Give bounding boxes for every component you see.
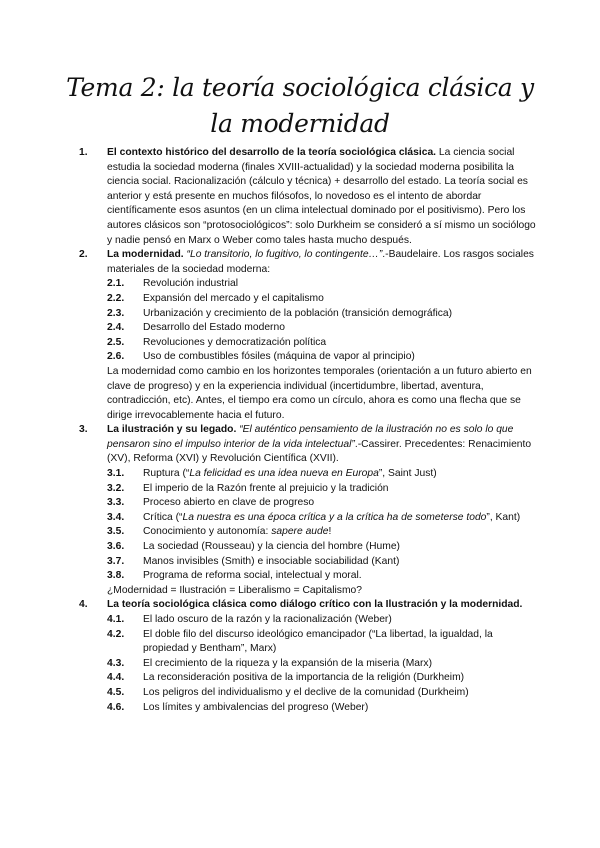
- section-text: La ciencia social estudia la sociedad moderna (finales XVIII-actualidad) y la sociedad moderna posibilita la ciencia social. Racionalización (cálculo y técnica) + desarrollo del estado. La teoría social es anterior y está presente en muchos filósofos, lo novedoso es el intento de abordar científicamente esos asuntos (en un clima intelectual dominado por el positivismo). Pero los autores clásicos son “protosociológicos”: solo Durkheim se consideró a sí mismo un sociólogo y nadie pensó en Marx o Weber como tales hasta mucho después.: [107, 147, 536, 246]
- item-text: El crecimiento de la riqueza y la expansión de la miseria (Marx): [143, 657, 433, 669]
- item-number: 4.5.: [107, 686, 125, 698]
- section-heading: El contexto histórico del desarrollo de la teoría sociológica clásica.: [107, 147, 437, 158]
- item-text: Manos invisibles (Smith) e insociable sociabilidad (Kant): [143, 555, 400, 567]
- item-number: 4.4.: [107, 672, 125, 684]
- section-paragraph: [107, 248, 537, 277]
- list-item: [107, 467, 537, 482]
- item-number: 2.6.: [107, 351, 125, 363]
- section-closing: La modernidad como cambio en los horizontes temporales (orientación a un futuro abierto en clave de progreso) y en la experiencia individual (incertidumbre, libertad, aventura, contradicción, etc). Antes, el tiempo era como un círculo, ahora es como una flecha que se dirige irrevocablemente hacia el futuro.: [107, 365, 532, 421]
- page-title: Tema 2: la teoría sociológica clásica y la modernidad: [66, 73, 534, 138]
- item-text: Proceso abierto en clave de progreso: [143, 497, 315, 509]
- section-paragraph: [107, 146, 537, 248]
- section-text: .-Cassirer. Precedentes: Renacimiento (XV), Reforma (XVI) y Revolución Científica (XVII).: [107, 438, 532, 465]
- list-item: [107, 307, 537, 322]
- item-text: Los peligros del individualismo y el declive de la comunidad (Durkheim): [143, 686, 469, 698]
- section-number: 4.: [79, 599, 88, 611]
- list-item: [107, 350, 537, 365]
- quote: “El auténtico pensamiento de la ilustración no es solo lo que pensaron sino el impulso interior de la vida intelectual”: [107, 424, 514, 450]
- item-text: El lado oscuro de la razón y la racionalización (Weber): [143, 614, 392, 625]
- section-heading: La ilustración y su legado.: [107, 424, 237, 436]
- document-body: [0, 146, 600, 715]
- list-item: [107, 701, 537, 716]
- item-number: 3.4.: [107, 511, 125, 523]
- item-number: 3.3.: [107, 497, 125, 509]
- item-text: Ruptura (“: [143, 468, 190, 480]
- item-text: Crítica (“: [143, 511, 183, 523]
- item-number: 4.3.: [107, 657, 125, 669]
- item-quote: sapere aude: [271, 526, 329, 538]
- section-heading: La teoría sociológica clásica como diálogo crítico con la Ilustración y la modernidad.: [107, 599, 523, 611]
- section-1: [79, 146, 537, 248]
- section-2: [79, 248, 537, 423]
- section-paragraph: [107, 423, 537, 467]
- item-number: 3.6.: [107, 541, 125, 553]
- section-text: .-Baudelaire. Los rasgos sociales materiales de la sociedad moderna:: [107, 249, 534, 275]
- section-number: 1.: [79, 147, 88, 158]
- item-quote: La nuestra es una época crítica y a la crítica ha de someterse todo: [182, 511, 487, 523]
- section-heading: La modernidad.: [107, 249, 184, 261]
- item-number: 4.1.: [107, 614, 125, 625]
- item-number: 4.6.: [107, 701, 125, 713]
- section-paragraph: [107, 598, 537, 613]
- list-item: [107, 613, 537, 628]
- section-number: 3.: [79, 424, 88, 436]
- item-text: Los límites y ambivalencias del progreso (Weber): [143, 701, 369, 713]
- item-text: Revolución industrial: [143, 278, 239, 290]
- list-item: [107, 292, 537, 307]
- item-number: 3.8.: [107, 570, 125, 582]
- item-text: La reconsideración positiva de la importancia de la religión (Durkheim): [143, 672, 465, 684]
- list-item: [107, 277, 537, 292]
- item-text: El imperio de la Razón frente al prejuicio y la tradición: [143, 482, 389, 494]
- section-4: [79, 598, 537, 715]
- item-number: 2.3.: [107, 307, 125, 319]
- list-item: [107, 555, 537, 570]
- item-number: 2.4.: [107, 322, 125, 334]
- list-item: [107, 657, 537, 672]
- item-number: 2.2.: [107, 292, 125, 304]
- item-number: 3.5.: [107, 526, 125, 538]
- item-text: Urbanización y crecimiento de la población (transición demográfica): [143, 307, 453, 319]
- item-text: Uso de combustibles fósiles (máquina de vapor al principio): [143, 351, 415, 363]
- quote: “Lo transitorio, lo fugitivo, lo contingente…”: [183, 249, 383, 261]
- list-item: [107, 336, 537, 351]
- item-number: 2.1.: [107, 278, 125, 290]
- item-number: 3.2.: [107, 482, 125, 494]
- list-item: [107, 321, 537, 336]
- section-closing: ¿Modernidad = Ilustración = Liberalismo = Capitalismo?: [107, 584, 362, 596]
- item-text: Conocimiento y autonomía:: [143, 526, 272, 538]
- item-text: Programa de reforma social, intelectual y moral.: [143, 570, 362, 582]
- list-item: [107, 686, 537, 701]
- item-text: La sociedad (Rousseau) y la ciencia del hombre (Hume): [143, 541, 400, 553]
- item-number: 3.7.: [107, 555, 125, 567]
- item-text: ”, Saint Just): [378, 468, 437, 480]
- list-item: [107, 525, 537, 540]
- item-text: ”, Kant): [486, 511, 521, 523]
- list-item: [107, 628, 537, 657]
- section-3: [79, 423, 537, 598]
- list-item: [107, 482, 537, 497]
- list-item: [107, 671, 537, 686]
- item-number: 2.5.: [107, 336, 125, 348]
- item-text: Desarrollo del Estado moderno: [143, 322, 285, 334]
- list-item: [107, 569, 537, 584]
- list-item: [107, 540, 537, 555]
- item-text: Revoluciones y democratización política: [143, 336, 327, 348]
- item-text: El doble filo del discurso ideológico emancipador (“La libertad, la igualdad, la propiedad y Bentham”, Marx): [143, 628, 493, 655]
- item-text: !: [328, 526, 332, 538]
- item-number: 3.1.: [107, 468, 125, 480]
- section-number: 2.: [79, 249, 88, 261]
- item-number: 4.2.: [107, 628, 125, 640]
- item-text: Expansión del mercado y el capitalismo: [143, 292, 324, 304]
- item-quote: La felicidad es una idea nueva en Europa: [189, 468, 379, 480]
- list-item: [107, 496, 537, 511]
- list-item: [107, 511, 537, 526]
